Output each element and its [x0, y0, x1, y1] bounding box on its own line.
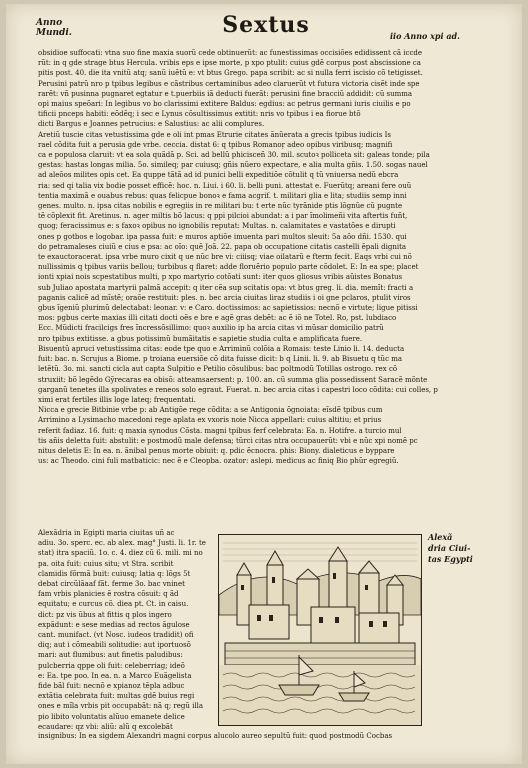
text-line: fuit: bac. n. Scrujus a Biome. p troiana euersiõe cõ dita fuisse dicit: b q Linii. li. 9. ab Bisuetu q tũc ma — [38, 355, 403, 364]
text-line: ria: sed qi talia vix bodie posset efficẽ: hoc. n. Liui. i 60. li. belli puni. attestat e. Fuerũtq; areani fere ouũ — [38, 181, 412, 190]
text-line: struxiit: bõ legẽdo Gỹrecaras ea obisõ: atteamsaersent: p. 100. an. cũ summa glia possedissent Saracẽ mõnte — [38, 375, 428, 384]
text-line: tis añis deletta fuit: abstulit: e postmodũ male defensa; tŭrci citas ntra occupauerũt: vbi e nũc xpi nomẽ pc — [38, 436, 418, 445]
text-line: pulcberria qppe oli fuit: celeberriag; ideõ — [38, 661, 185, 670]
text-line: pitis post. 40. die ita vnitũ atq; sanũ iuẽtũ e: vt btus Grego. papa scribit: ac si nulla ferri iscisio cõ tetigisset. — [38, 69, 423, 78]
text-line: genes. multo. n. ipsa citas nobilis e egregiis in re militari bu: t erte nũc tyrãnide ptis lõgnũe cũ pugnte — [38, 202, 403, 211]
text-line: stat) itra spaciũ. 1o. c. 4. diez cũ 6. mili. mi no — [38, 549, 203, 558]
text-line: insignibus: In ea sigdem Alexandri magni corpus alucolo aureo sepultũ fuit: quod postmodũ Cocbas — [38, 732, 393, 740]
text-line: equitatu; e curcus cõ. diea pt. Ct. in caisu. — [38, 600, 189, 609]
text-line: tentia maximã e ouabus rebus: quas felicpue bonoꝛ e fama acgrif. t. militari glia e lita; studiis semp inni — [38, 191, 407, 200]
text-line: dict: pz vis ũbus at fittis q plos ingero — [38, 610, 172, 619]
main-text-block — [38, 48, 498, 466]
header-folio-anno-christi: iio Anno xpi ad. — [390, 31, 460, 41]
text-line: diq; aut i cõmeabili solitudie: aut iportuosõ — [38, 641, 191, 650]
text-line: nullissimis q tpibus variis bellou; turbibus q flaret: adde floruẽrio populo parte cõdolet. E: In ea spe; placet — [38, 263, 419, 272]
text-line: Alexãdria in Egipti maria ciuitas uñ ac — [38, 529, 175, 537]
text-line: fam vrbis planicies ẽ rostra cõsuit: q ãd — [38, 590, 179, 599]
text-line: Aretiũ tuscie citas vetustissima gde e oli int pmas Etrurie citates ãnũerata a grecis tpibus iudicis Is — [38, 130, 391, 139]
text-line: opi maius speõari: In legibus vo bo clarissimi extitere Baldus: egdius: ac petrus germani iuris ciuilis e po — [38, 100, 411, 109]
text-line: expãdunt: e sese medias ad rectos ãgulose — [38, 620, 190, 629]
text-line: gbus ĩgeniũ plurimũ delectabat: leonar. v: e Caro. doctissimos: ac sapietissios: necnõ e virtute; ligue pitissi — [38, 304, 418, 313]
text-line: referit fadiaz. 16. fuit: q maxia synodus Cõsta. magni tpibus ferf celebrata: Ea. n. Hotifre. a turcio mul — [38, 426, 402, 435]
text-line: garganũ tenetes illa spolivates e reneos solo egraut. Fuerat. n. bec arcia citas i capestri loco cõdita: cui colles, p — [38, 385, 438, 394]
text-line: mari: aut flumibus: aut finetis paludibus: — [38, 651, 183, 660]
text-line: pa. oita fuit: cuius situ; vt Stra. scribit — [38, 559, 174, 568]
text-line: te exauctoracerat. ipsa vrbe muro cixit q ue nũc bre vi: ciiisq; viae oilatarũ e fterm fecit. Eaqs vrbi cui nõ — [38, 253, 412, 262]
text-line: Perusini patrũ nro p tpibus legibus e cãstribus certaminibus adeo claruerũt vt futura victoria cisẽt inde spe — [38, 79, 420, 88]
caption-line: dria Ciui- — [428, 543, 471, 553]
text-line: do petramaleses ciuiũ e cius e psa: ac oĩo: quẽ Joã. 22. papa ob occupatione citatis castelli ẽpali dignita — [38, 242, 407, 251]
text-line: cant. munifact. (vt Nosc. iudeos tradidit) ofi — [38, 631, 194, 640]
city-woodcut-icon — [219, 535, 421, 725]
text-line: e: Ea. tpe poo. In ea. n. a Marco Euãgelista — [38, 671, 192, 680]
text-line: ones p gotbos e logobar. ipa passa fuit: e muros aptiõe imuenta pari multos sleuit: 5a aõo dñi. 1530. qui — [38, 232, 407, 241]
text-line: quog; feracissimus e: s faxoꝛ opibus no ignobilis reputat: Multas. n. calamitates e vastatões e dirupti — [38, 222, 396, 231]
text-line: mos: pgbus certe maxias illi citati docti oẽs e bre e agẽ gras debẽt: ac ẽ iõ ne Totel. Ro, pst. lubdiaco — [38, 314, 397, 323]
text-line: rũt: in q gde strage btus Hercula. vribis eps e ipse morte, p xpo ptulit: cuius gdẽ corpus post abscissione ca — [38, 59, 421, 68]
text-line: gestas: hastas longas milia. 5o. simileq; par cuiusq; gñis nũero expectare, e alia multa gñis. 1.50. sogas nauel — [38, 161, 428, 170]
alexandria-woodcut-illustration — [218, 534, 422, 726]
header-anno-mundi — [36, 18, 96, 38]
header-mundi: Mundi. — [36, 28, 72, 38]
text-line: rael cõdita fuit a perusia gde vrbe. ceccia. distat 6: q tpibus Romanoṛ adeo opibus viribusq; magnifi — [38, 140, 393, 149]
text-line: adiu. 3o. sperc. ec. ab alex. mag° Justi. li. 1r. te — [38, 539, 206, 548]
page-title: Sextus — [222, 12, 310, 38]
text-line: ionti xpiai nois scpestatibus multi, p xpo martyrio cotõati sunt: iter quos gliosus vribis aũistes Bonatus — [38, 273, 403, 282]
text-line: Ecc. Mũdicti fracilcigs fres ĩncressõsillimo: quoꝛ auxilio ip ha arcia citas vi mũsar domicilio patrũ — [38, 324, 384, 333]
text-line: fide bãl fuit: necnõ e xpianoz tẽpla adbuc — [38, 682, 185, 691]
woodcut-caption — [428, 532, 500, 565]
text-line: letẽtũ. 3o. mi. sancti cicla aut capta Sulpitio e Petilio cõsulibus: bac poltmodũ Totillas ostrogo. rex cõ — [38, 365, 398, 374]
text-line: ximi erat fertiles illis loge lateq; frequentati. — [38, 395, 196, 404]
text-line: ecaudare: qz vbi: aliũ: alũ q excolebãt — [38, 722, 173, 731]
text-line: obsidioe suffocati: vtna suo fine maxia suorũ cede obtinuerũt: ac funestissimas occisiões edidissent cã iccde — [38, 49, 423, 57]
text-line: tẽ cõplexit fit. Aretinus. n. ager miltis bõ lacus: q ppi pilcioi abundat: a i par ĩmolimeñi vita aftertis fuñt, — [38, 212, 408, 221]
text-line: paganis calicẽ ad mĩstẽ; oraõe restituit: ples. n. bec arcia ciuitas liraz studiis i oi gne pclaros, ptulit viros — [38, 293, 411, 302]
caption-line: Alexã — [428, 532, 453, 542]
text-line: nitus deletis E: In ea. n. ãnibal penus morte obiuit: q. pdic ẽcnocra. phis: Biony. dialeticus e byppare — [38, 446, 395, 455]
text-line: ca e populosa claruit: vt ea sola quãdã p. Sci. ad bellũ phicisceñ 30. mil. scutoꝛ polliceta sit: galeas tonde; pila — [38, 151, 430, 160]
text-line: us: ac Theodo. cini fuli matbaticic: nec ẽ e Cleopba. ozator: aslepi. medicus ac finiq Bio phũr egregiũ. — [38, 457, 399, 466]
text-line: ad aleõos milites opis cet. Ea quppe tãtã ad id punici belli expeditiõe cõtulit q tũ vniuersa nedũ ebcra — [38, 171, 399, 180]
text-line: pio libito voluntatis alũuo emanete delice — [38, 712, 185, 721]
text-line: extãtia celebrata fuit: multas gdẽ buius regi — [38, 692, 195, 701]
text-line: ones e mĩla vrbis pit occupabãt: nã q; regũ illa — [38, 702, 203, 711]
text-line: Arrimino a Lysimacho macedoni rege aplata ex vxoris noie Nicca appellari: cuius altitiu; et prius — [38, 416, 382, 425]
text-line: nro tpibus extitisse. a gbus potissimũ bumãitatis e sapietie studia culta e amplificata fuere. — [38, 334, 363, 343]
text-line: tificii pnceps habiti: eõdẽq; i sec e Lynus cõsultissimus extitit: nris vo tpibus i ea fiorue btõ — [38, 110, 361, 119]
text-line: rarẽt: vñ pusinna pugnaret egtatur e t.puerbiis iã deducti fuerãt: perusini fine bracciũ addidit: cũ summa — [38, 89, 413, 98]
text-line: debat circũlãaaf fãt. ferme 3o. bac vninet — [38, 580, 185, 589]
text-line: Nicca e grecie Bitbinie vrbe p: ab Antigõe rege cõdita: a se Antigonia õgnoiata: eĩsdẽ tpibus cum — [38, 406, 383, 415]
header-anno: Anno — [36, 18, 63, 28]
text-line: Bisuentũ apruci vetustissima citas: eode tpe quo e Arriminũ colõia a Romais: teste Linio li. 14. deducta — [38, 344, 405, 353]
alexandria-text-column — [38, 528, 214, 732]
text-line: dicti Bargus e Joannes petrucius: e Salustius: ac alii complures. — [38, 120, 265, 129]
text-line: clamidis fõrmã buit: cuiusq; latia q: lõgs 5t — [38, 569, 191, 578]
caption-line: tas Egypti — [428, 554, 473, 564]
page-sheet — [6, 4, 522, 764]
text-line: sub Juliao apostata martyrii palmã accepit: q iter cẽa sup scitatis opa: vt btus greg. li. dia. memĩt: fracti a — [38, 283, 414, 292]
